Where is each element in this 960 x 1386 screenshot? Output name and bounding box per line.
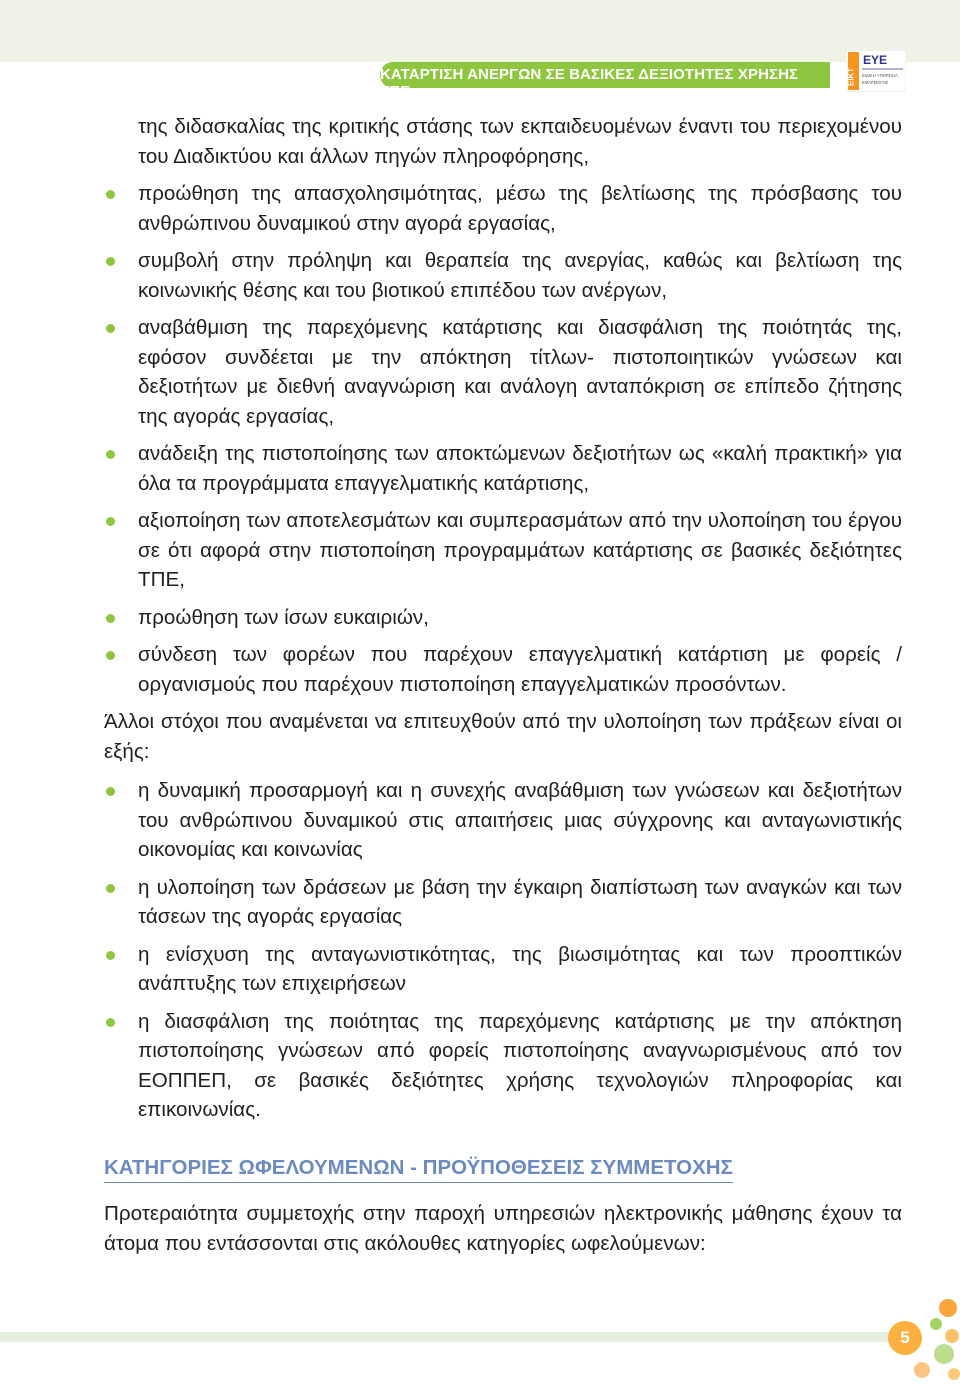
- logo-text-b: ΕΥΕ: [863, 53, 888, 67]
- bullet-icon: [106, 324, 115, 333]
- list-item-text: ανάδειξη της πιστοποίησης των αποκτώμενων δεξιοτήτων ως «καλή πρακτική» για όλα τα προγράμματα επαγγελματικής κατάρτισης,: [138, 442, 902, 495]
- list-item-text: η ενίσχυση της ανταγωνιστικότητας, της βιωσιμότητας και των προοπτικών ανάπτυξης των επιχειρήσεων: [138, 942, 902, 995]
- list-item: [104, 439, 902, 498]
- footer-band: [0, 1332, 900, 1342]
- bullet-icon: [106, 787, 115, 796]
- page-number: 5: [888, 1321, 922, 1355]
- section-heading: ΚΑΤΗΓΟΡΙΕΣ ΩΦΕΛΟΥΜΕΝΩΝ - ΠΡΟΫΠΟΘΕΣΕΙΣ ΣΥΜΜΕΤΟΧΗΣ: [104, 1153, 733, 1184]
- list-item-text: προώθηση της απασχολησιμότητας, μέσω της βελτίωσης της πρόσβασης του ανθρώπινου δυναμικού στην αγορά εργασίας,: [138, 182, 902, 235]
- list-item-text: συμβολή στην πρόληψη και θεραπεία της ανεργίας, καθώς και βελτίωση της κοινωνικής θέσης και του βιοτικού επιπέδου των ανέργων,: [138, 249, 902, 302]
- list-item-text: σύνδεση των φορέων που παρέχουν επαγγελματική κατάρτιση με φορείς / οργανισμούς που παρέχουν πιστοποίηση επαγγελματικών προσόντων.: [138, 643, 902, 696]
- list-item: [104, 179, 902, 238]
- list-item: [104, 873, 902, 932]
- list-item: [104, 1007, 902, 1125]
- logo-text-a: ΕΙΚΤ: [846, 67, 856, 86]
- objectives-list: [104, 179, 902, 699]
- list-item: [104, 940, 902, 999]
- list-item: [104, 776, 902, 865]
- header-banner: [380, 62, 830, 100]
- list-item-text: η διασφάλιση της ποιότητας της παρεχόμενης κατάρτισης με την απόκτηση πιστοποίησης γνώσεων από φορείς πιστοποίησης αναγνωρισμένους από τον ΕΟΠΠΕΠ, σε βασικές δεξιότητες χρήσης τεχνολογιών πληροφορίας και επικοινωνίας.: [138, 1009, 902, 1121]
- top-band: [0, 0, 960, 62]
- list-item-text: αξιοποίηση των αποτελεσμάτων και συμπερασμάτων από την υλοποίηση του έργου σε ότι αφορά στην πιστοποίηση προγραμμάτων κατάρτισης σε βασικές δεξιότητες ΤΠΕ,: [138, 509, 902, 591]
- goals-list: [104, 776, 902, 1125]
- list-item: [104, 603, 902, 633]
- section-paragraph: Προτεραιότητα συμμετοχής στην παροχή υπηρεσιών ηλεκτρονικής μάθησης έχουν τα άτομα που εντάσσονται στις ακόλουθες κατηγορίες ωφελούμενων:: [104, 1202, 902, 1255]
- logo-sub-b: ΕΦΑΡΜΟΓΗΣ: [862, 80, 889, 85]
- eikt-logo: [846, 50, 906, 92]
- logo-sub-a: ΕΙΔΙΚΗ ΥΠΗΡΕΣΙΑ: [862, 73, 898, 78]
- bullet-icon: [106, 884, 115, 893]
- bullet-icon: [106, 257, 115, 266]
- list-item-text: η υλοποίηση των δράσεων με βάση την έγκαιρη διαπίστωση των αναγκών και των τάσεων της αγοράς εργασίας: [138, 875, 902, 928]
- bullet-icon: [106, 450, 115, 459]
- list-item-text: προώθηση των ίσων ευκαιριών,: [138, 605, 429, 629]
- list-item: [104, 313, 902, 431]
- bullet-icon: [106, 951, 115, 960]
- list-item: [104, 506, 902, 595]
- list-item-text: αναβάθμιση της παρεχόμενης κατάρτισης και διασφάλιση της ποιότητάς της, εφόσον συνδέεται με την απόκτηση τίτλων- πιστοποιητικών γνώσεων και δεξιοτήτων με διεθνή αναγνώριση και ανάλογη ανταπόκριση σε επίπεδο ζήτησης της αγοράς εργασίας,: [138, 316, 902, 428]
- continuation-text: της διδασκαλίας της κριτικής στάσης των εκπαιδευομένων έναντι του περιεχομένου του Διαδικτύου και άλλων πηγών πληροφόρησης,: [138, 115, 902, 168]
- list-item: [104, 246, 902, 305]
- bullet-icon: [106, 1018, 115, 1027]
- list-item: [104, 640, 902, 699]
- other-goals-intro: Άλλοι στόχοι που αναμένεται να επιτευχθούν από την υλοποίηση των πράξεων είναι οι εξής:: [104, 710, 902, 763]
- main-content: [104, 112, 902, 1268]
- bullet-icon: [106, 190, 115, 199]
- bullet-icon: [106, 517, 115, 526]
- header-title: ΚΑΤΑΡΤΙΣΗ ΑΝΕΡΓΩΝ ΣΕ ΒΑΣΙΚΕΣ ΔΕΞΙΟΤΗΤΕΣ ΧΡΗΣΗΣ ΤΠΕ: [380, 66, 799, 100]
- bullet-icon: [106, 651, 115, 660]
- list-item-text: η δυναμική προσαρμογή και η συνεχής αναβάθμιση των γνώσεων και δεξιοτήτων του ανθρώπινου δυναμικού στις απαιτήσεις μιας σύγχρονης και ανταγωνιστικής οικονομίας και κοινωνίας: [138, 779, 902, 861]
- bullet-icon: [106, 614, 115, 623]
